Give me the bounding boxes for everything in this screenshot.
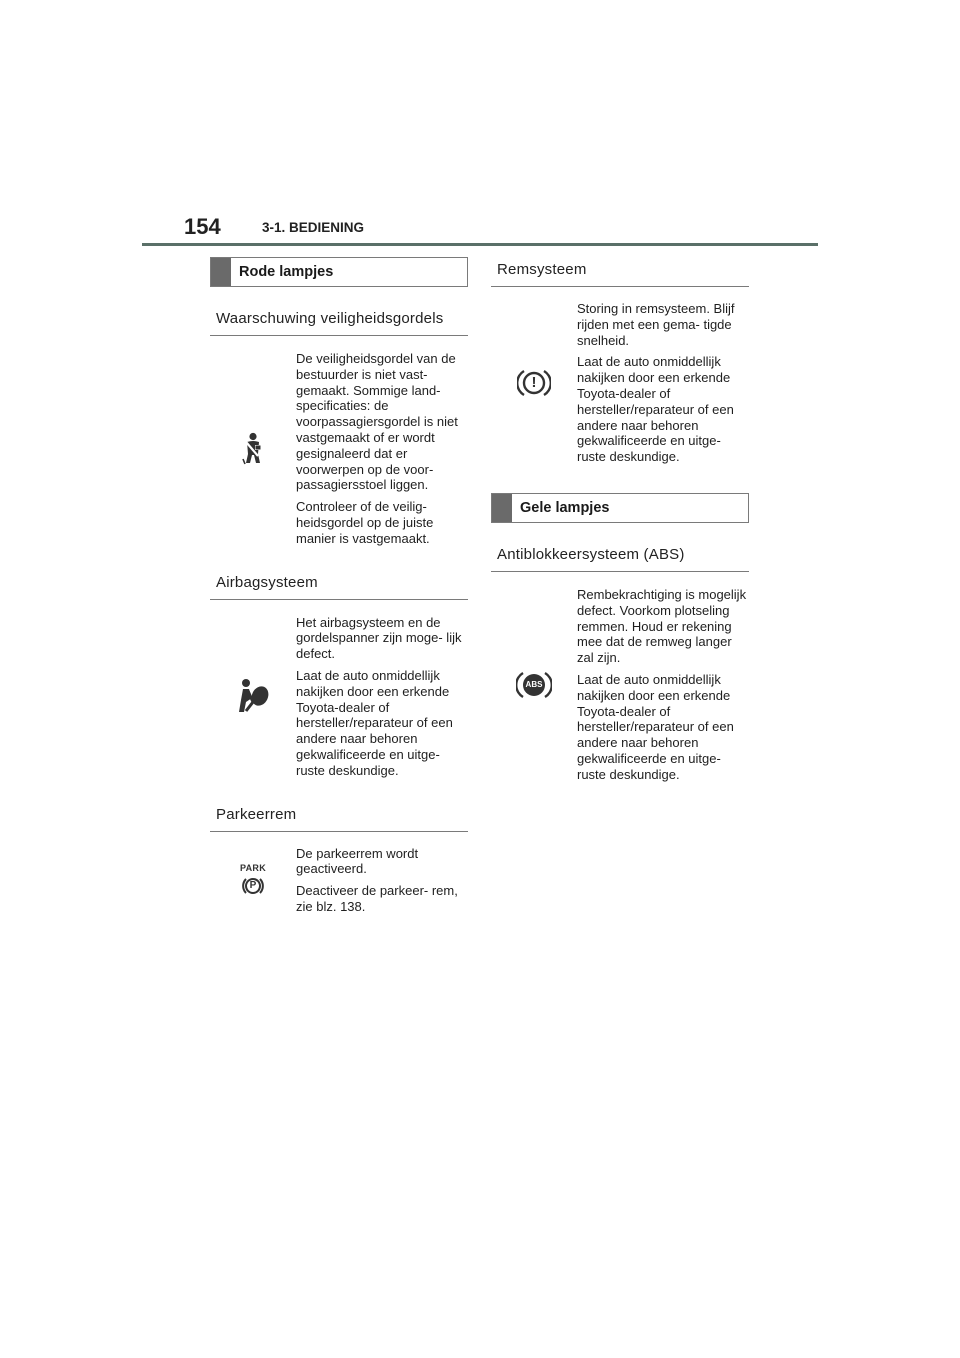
parking-brake-description: [296, 846, 468, 915]
airbag-paragraph-1: Het airbagsysteem en de gordelspanner zijn moge- lijk defect.: [296, 614, 462, 662]
parking-brake-row: [210, 846, 468, 915]
park-letter: P: [249, 880, 257, 892]
abs-label: ABS: [525, 679, 543, 689]
parking-brake-paragraph-2: Deactiveer de parkeer- rem, zie blz. 138.: [296, 883, 458, 914]
seatbelt-heading: Waarschuwing veiligheidsgordels: [210, 310, 468, 336]
seatbelt-paragraph-2: Controleer of de veilig- heidsgordel op de juiste manier is vastgemaakt.: [296, 499, 434, 546]
brake-system-heading: Remsysteem: [491, 257, 749, 287]
brake-description: [577, 301, 749, 465]
abs-row: [491, 587, 749, 783]
section-heading-red-lights: [210, 257, 468, 287]
brake-paragraph-2: Laat de auto onmiddellijk nakijken door een erkende Toyota-dealer of hersteller/reparateur of een andere naar behoren gekwalificeerde en uitge- ruste deskundige.: [577, 354, 734, 465]
section-heading-label: Rode lampjes: [239, 264, 334, 280]
left-column: [210, 257, 468, 915]
chapter-title: 3-1. BEDIENING: [262, 220, 365, 235]
seatbelt-description: [296, 351, 468, 547]
parking-brake-paragraph-1: De parkeerrem wordt geactiveerd.: [296, 845, 419, 877]
parking-brake-heading: Parkeerrem: [210, 806, 468, 832]
abs-icon-cell: [491, 670, 577, 700]
airbag-heading: Airbagsysteem: [210, 574, 468, 600]
abs-warning-icon: [516, 670, 552, 700]
abs-paragraph-2: Laat de auto onmiddellijk nakijken door een erkende Toyota-dealer of hersteller/reparateur of een andere naar behoren gekwalificeerde en uitge- ruste deskundige.: [577, 671, 734, 782]
airbag-description: [296, 615, 468, 779]
right-column: [491, 257, 749, 783]
parking-brake-icon-cell: [210, 863, 296, 897]
park-brake-icon: [240, 863, 266, 897]
seatbelt-row: [210, 351, 468, 547]
abs-heading: Antiblokkeersysteem (ABS): [491, 546, 749, 572]
park-label: PARK: [239, 863, 267, 874]
abs-paragraph-1: Rembekrachtiging is mogelijk defect. Voorkom plotseling remmen. Houd er rekening mee dat de remweg langer zal zijn.: [577, 586, 747, 666]
seatbelt-paragraph-1: De veiligheidsgordel van de bestuurder is niet vast- gemaakt. Sommige land- specificaties: de voorpassagiersgordel is niet vastgemaakt of er wordt gesignaleerd dat er voorwerpen op de voor- passagiersstoel liggen.: [296, 351, 458, 493]
header-divider: [142, 243, 818, 246]
seatbelt-warning-icon: [242, 432, 264, 466]
brake-system-row: [491, 301, 749, 465]
heading-tab: [492, 494, 512, 522]
brake-warning-icon: [517, 368, 551, 398]
heading-tab: [211, 258, 231, 286]
section-heading-yellow-lights: [491, 493, 749, 523]
airbag-warning-icon: [236, 678, 270, 716]
section-heading-label: Gele lampjes: [520, 499, 610, 516]
seatbelt-icon-cell: [210, 432, 296, 466]
abs-description: [577, 587, 749, 783]
page-number: 154: [184, 214, 221, 239]
airbag-icon-cell: [210, 678, 296, 716]
airbag-paragraph-2: Laat de auto onmiddellijk nakijken door een erkende Toyota-dealer of hersteller/reparateur of een andere naar behoren gekwalificeerde en uitge- ruste deskundige.: [296, 667, 453, 778]
brake-exclamation: !: [531, 373, 537, 391]
park-circle: [242, 875, 264, 897]
airbag-row: [210, 615, 468, 779]
brake-paragraph-1: Storing in remsysteem. Blijf rijden met een gema- tigde snelheid.: [577, 301, 735, 348]
brake-icon-cell: [491, 368, 577, 398]
